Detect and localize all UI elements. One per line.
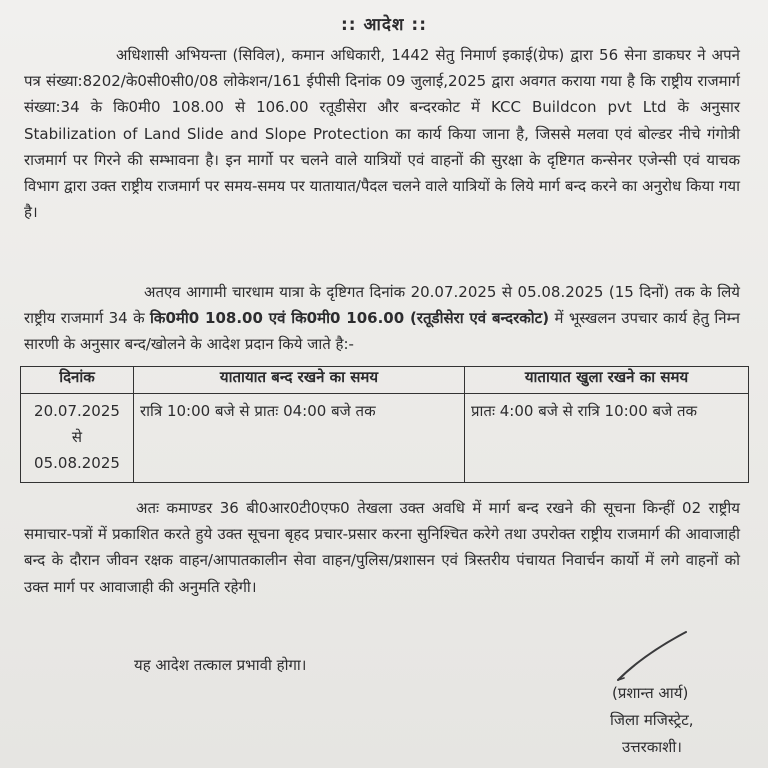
paragraph-order-part2: में भूस्खलन उपचार कार्य हेतु निम्न सारणी के अनुसार बन्द/खोलने के आदेश प्रदान किये जाते है:- [24,309,741,354]
table-row [21,394,749,483]
closed-time-cell: रात्रि 10:00 बजे से प्रातः 04:00 बजे तक [134,394,465,483]
document-title: :: आदेश :: [341,15,427,35]
signatory-name: (प्रशान्त आर्य) [612,684,689,702]
table-header-row [21,367,749,394]
signatory-place: उत्तरकाशी। [622,738,682,756]
paragraph-order-part1: अतएव आगामी चारधाम यात्रा के दृष्टिगत दिनांक 20.07.2025 से 05.08.2025 (15 दिनों) तक के लिये राष्ट्रीय राजमार्ग 34 के [24,283,740,328]
open-time-cell: प्रातः 4:00 बजे से रात्रि 10:00 बजे तक [465,394,749,483]
paragraph-effective: यह आदेश तत्काल प्रभावी होगा। [134,656,307,674]
header-date: दिनांक [21,367,134,394]
signature-block [560,680,760,761]
date-range-cell [21,394,134,483]
paragraph-instructions: अतः कमाण्डर 36 बी0आर0टी0एफ0 तेखला उक्त अवधि में मार्ग बन्द रखने की सूचना किन्हीं 02 राष्ट्रीय समाचार-पत्रों में प्रकाशित करते हुये उक्त सूचना बृहद प्रचार-प्रसार करना सुनिश्चित करेगे तथा उपरोक्त राष्ट्रीय राजमार्ग की आवाजाही बन्द के दौरान जीवन रक्षक वाहन/आपातकालीन सेवा वाहन/पुलिस/प्रशासन एवं त्रिस्तरीय पंचायत निवार्चन कार्यो में लगे वाहनों को उक्त मार्ग पर आवाजाही की अनुमति रहेगी। [24,499,740,596]
schedule-table [20,366,749,483]
date-to: 05.08.2025 [34,454,120,472]
paragraph-order [24,279,740,358]
paragraph-order-location: कि0मी0 108.00 एवं कि0मी0 106.00 (रतूडीसेरा एवं बन्दरकोट) [150,309,550,328]
signatory-designation: जिला मजिस्ट्रेट, [610,711,694,729]
date-separator: से [71,428,83,446]
header-closed-time: यातायात बन्द रखने का समय [134,367,465,394]
paragraph-background: अधिशासी अभियन्ता (सिविल), कमान अधिकारी, 1442 सेतु निमार्ण इकाई(ग्रेफ) द्वारा 56 सेना डाकघर ने अपने पत्र संख्या:8202/के0सी0सी0/08 लोकेशन/161 ईपीसी दिनांक 09 जुलाई,2025 द्वारा अवगत कराया गया है कि राष्ट्रीय राजमार्ग संख्या:34 के कि0मी0 108.00 से 106.00 रतूडीसेरा और बन्दरकोट में KCC Buildcon pvt Ltd के अनुसार Stabilization of Land Slide and Slope Protection का कार्य किया जाना है, जिससे मलवा एवं बोल्डर नीचे गंगोत्री राजमार्ग पर गिरने की सम्भावना है। इन मार्गो पर चलने वाले यात्रियों एवं वाहनों की सुरक्षा के दृष्टिगत कन्सेनर एजेन्सी एवं याचक विभाग द्वारा उक्त राष्ट्रीय राजमार्ग पर समय-समय पर यातायात/पैदल चलने वाले यात्रियों के लिये मार्ग बन्द करने का अनुरोध किया गया है। [24,46,740,222]
header-open-time: यातायात खुला रखने का समय [465,367,749,394]
signature-mark [612,628,692,686]
date-from: 20.07.2025 [34,402,120,420]
